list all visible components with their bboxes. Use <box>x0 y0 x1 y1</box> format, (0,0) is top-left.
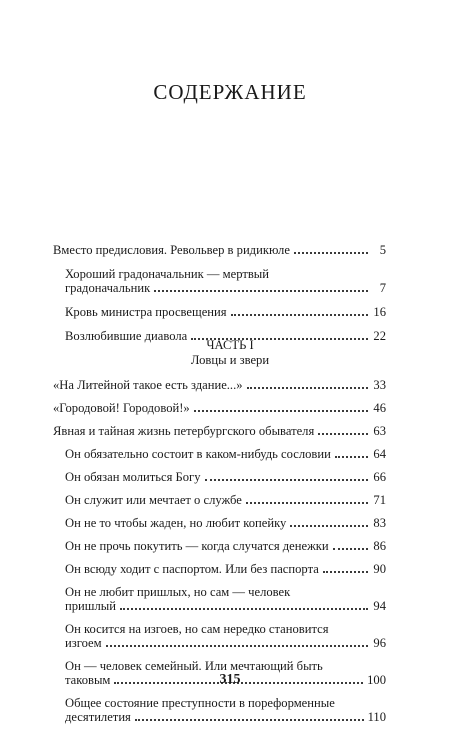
toc-entry-page: 46 <box>373 401 386 415</box>
toc-entry-title: Кровь министра просвещения <box>65 305 227 319</box>
dot-leader <box>290 525 368 527</box>
toc-entry <box>53 401 386 415</box>
toc-entry <box>53 267 386 295</box>
toc-entry-page: 110 <box>367 710 386 724</box>
toc-entry-title: Он не прочь покутить — когда случатся денежки <box>65 539 329 553</box>
dot-leader <box>205 479 368 481</box>
page-number: 315 <box>219 672 241 687</box>
toc-entry-title: Он всюду ходит с паспортом. Или без паспорта <box>65 562 319 576</box>
toc-entry-title: «На Литейной такое есть здание...» <box>53 378 243 392</box>
toc-entry-page: 5 <box>379 243 386 257</box>
toc-entry-title: «Городовой! Городовой!» <box>53 401 190 415</box>
toc-entry-page: 33 <box>373 378 386 392</box>
dot-leader <box>246 502 368 504</box>
toc-entry-page: 71 <box>373 493 386 507</box>
page-title: СОДЕРЖАНИЕ <box>153 80 307 104</box>
toc-entry <box>53 424 386 438</box>
dot-leader <box>333 548 368 550</box>
toc-entry-title-line1: Он — человек семейный. Или мечтающий быть <box>65 659 323 673</box>
dot-leader <box>323 571 368 573</box>
toc-entry <box>53 447 386 461</box>
toc-entry-title: Он служит или мечтает о службе <box>65 493 242 507</box>
toc-entry-title-line1: Он косится на изгоев, но сам нередко становится <box>65 622 329 636</box>
toc-entry-title: Возлюбившие диавола <box>65 329 188 343</box>
toc-entry-title-line2: градоначальник <box>65 281 151 295</box>
part-number: ЧАСТЬ I <box>206 338 254 352</box>
toc-entry-page: 86 <box>373 539 386 553</box>
toc-entry-title: Вместо предисловия. Револьвер в ридикюле <box>53 243 290 257</box>
toc-entry-page: 100 <box>367 673 386 687</box>
toc-entry <box>53 696 386 724</box>
toc-entry <box>53 305 386 319</box>
toc-entry-title: Он не то чтобы жаден, но любит копейку <box>65 516 287 530</box>
toc-entry-title-line2: пришлый <box>65 599 116 613</box>
dot-leader <box>106 645 368 647</box>
dot-leader <box>135 719 364 721</box>
toc-entry-page: 96 <box>373 636 386 650</box>
part-name: Ловцы и звери <box>190 353 270 367</box>
toc-entry-page: 7 <box>379 281 386 295</box>
toc-entry <box>53 243 386 257</box>
toc-entry <box>53 539 386 553</box>
dot-leader <box>247 387 368 389</box>
toc-entry <box>53 516 386 530</box>
toc-entry-title-line1: Хороший градоначальник — мертвый <box>65 267 269 281</box>
toc-entry-page: 66 <box>373 470 386 484</box>
dot-leader <box>194 410 368 412</box>
toc-entry-page: 94 <box>373 599 386 613</box>
toc-entry <box>53 622 386 650</box>
toc-entry-page: 63 <box>373 424 386 438</box>
toc-entry-title-line2: десятилетия <box>65 710 131 724</box>
toc-entry <box>53 562 386 576</box>
toc-entry-title-line2: изгоем <box>65 636 102 650</box>
toc-entry-page: 22 <box>373 329 386 343</box>
dot-leader <box>335 456 368 458</box>
toc-intro-section <box>53 243 386 353</box>
dot-leader <box>120 608 368 610</box>
toc-entry-title: Он обязан молиться Богу <box>65 470 201 484</box>
toc-entry <box>53 378 386 392</box>
toc-entry-page: 64 <box>373 447 386 461</box>
toc-entry-page: 16 <box>373 305 386 319</box>
toc-entry <box>53 470 386 484</box>
toc-entry-title-line2: таковым <box>65 673 111 687</box>
toc-entry <box>53 585 386 613</box>
toc-entry <box>53 493 386 507</box>
dot-leader <box>318 433 368 435</box>
part-heading <box>0 338 460 368</box>
toc-entry-title-line1: Он не любит пришлых, но сам — человек <box>65 585 291 599</box>
dot-leader <box>231 314 368 316</box>
toc-entry-page: 83 <box>373 516 386 530</box>
toc-entry-title: Явная и тайная жизнь петербургского обывателя <box>53 424 315 438</box>
toc-entry-title-line1: Общее состояние преступности в пореформенные <box>65 696 335 710</box>
dot-leader <box>294 252 368 254</box>
dot-leader <box>154 290 368 292</box>
toc-entry-title: Он обязательно состоит в каком-нибудь сословии <box>65 447 331 461</box>
toc-entry-page: 90 <box>373 562 386 576</box>
